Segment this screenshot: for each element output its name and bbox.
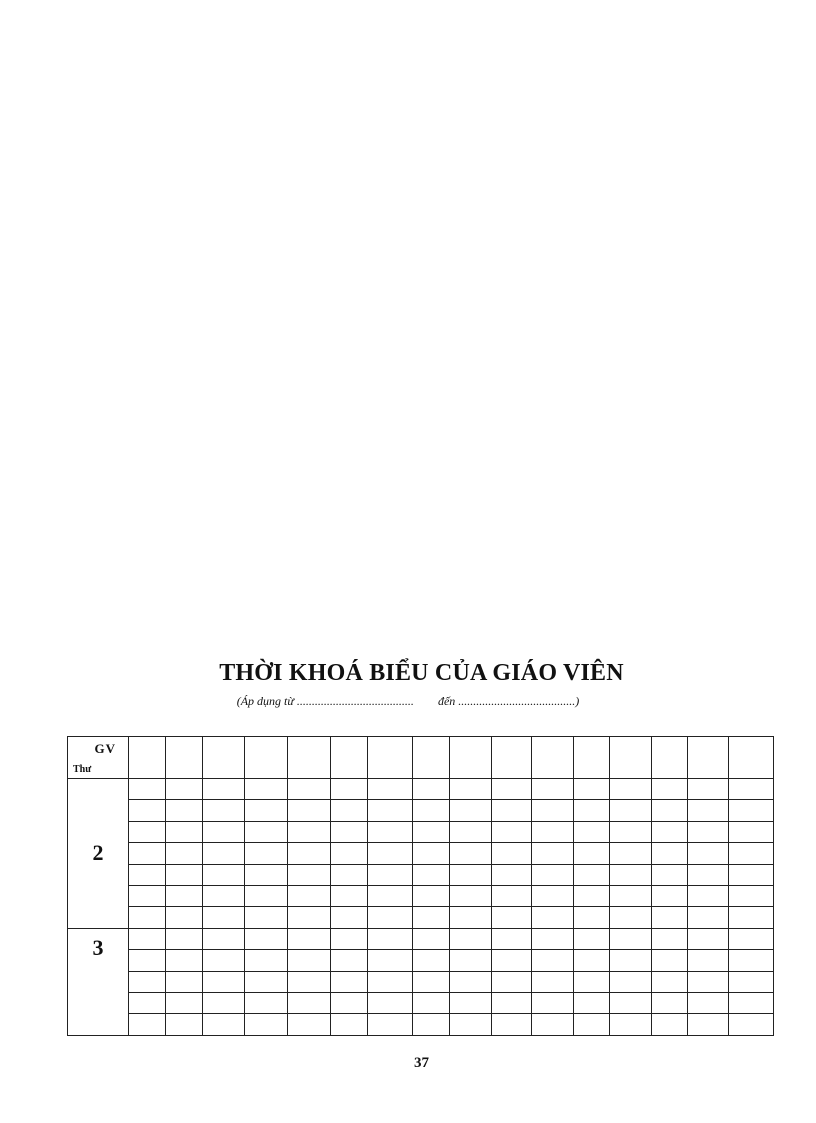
schedule-cell[interactable] (450, 778, 492, 799)
schedule-cell[interactable] (610, 950, 652, 971)
schedule-cell[interactable] (688, 971, 729, 992)
schedule-cell[interactable] (688, 950, 729, 971)
schedule-cell[interactable] (450, 971, 492, 992)
schedule-cell[interactable] (729, 821, 774, 842)
teacher-header-cell (129, 737, 166, 779)
schedule-cell[interactable] (413, 928, 450, 949)
schedule-cell[interactable] (203, 928, 245, 949)
schedule-cell[interactable] (203, 864, 245, 885)
schedule-cell[interactable] (532, 993, 574, 1014)
schedule-cell[interactable] (203, 907, 245, 928)
schedule-cell[interactable] (532, 907, 574, 928)
subtitle (0, 694, 816, 709)
schedule-cell[interactable] (129, 928, 166, 949)
schedule-cell[interactable] (413, 778, 450, 799)
schedule-cell[interactable] (729, 843, 774, 864)
schedule-cell[interactable] (729, 778, 774, 799)
schedule-cell[interactable] (652, 778, 688, 799)
schedule-cell[interactable] (166, 885, 203, 906)
schedule-cell[interactable] (129, 1014, 166, 1036)
schedule-cell[interactable] (610, 864, 652, 885)
header-thu-label: Thư (73, 763, 92, 775)
schedule-cell[interactable] (610, 821, 652, 842)
schedule-cell[interactable] (129, 971, 166, 992)
schedule-cell[interactable] (492, 971, 532, 992)
schedule-cell[interactable] (413, 907, 450, 928)
schedule-cell[interactable] (574, 993, 610, 1014)
schedule-cell[interactable] (729, 864, 774, 885)
schedule-cell[interactable] (331, 885, 368, 906)
schedule-cell[interactable] (413, 800, 450, 821)
schedule-cell[interactable] (610, 1014, 652, 1036)
schedule-cell[interactable] (288, 971, 331, 992)
schedule-cell[interactable] (652, 907, 688, 928)
table-row (68, 778, 774, 799)
table-row (68, 971, 774, 992)
schedule-cell[interactable] (610, 843, 652, 864)
schedule-cell[interactable] (166, 950, 203, 971)
schedule-cell[interactable] (129, 864, 166, 885)
schedule-cell[interactable] (288, 778, 331, 799)
schedule-cell[interactable] (129, 993, 166, 1014)
table-row (68, 928, 774, 949)
schedule-cell[interactable] (574, 971, 610, 992)
schedule-cell[interactable] (574, 907, 610, 928)
teacher-header-cell (532, 737, 574, 779)
schedule-cell[interactable] (368, 800, 413, 821)
schedule-cell[interactable] (688, 993, 729, 1014)
schedule-cell[interactable] (532, 800, 574, 821)
schedule-cell[interactable] (413, 885, 450, 906)
schedule-cell[interactable] (288, 843, 331, 864)
schedule-cell[interactable] (574, 928, 610, 949)
schedule-cell[interactable] (610, 971, 652, 992)
schedule-cell[interactable] (288, 950, 331, 971)
schedule-cell[interactable] (688, 843, 729, 864)
schedule-cell[interactable] (652, 950, 688, 971)
schedule-cell[interactable] (574, 1014, 610, 1036)
schedule-cell[interactable] (729, 800, 774, 821)
table-row (68, 864, 774, 885)
table-row (68, 843, 774, 864)
schedule-cell[interactable] (203, 778, 245, 799)
schedule-cell[interactable] (245, 821, 288, 842)
table-row (68, 800, 774, 821)
schedule-cell[interactable] (245, 950, 288, 971)
schedule-cell[interactable] (245, 885, 288, 906)
schedule-cell[interactable] (331, 778, 368, 799)
schedule-cell[interactable] (129, 778, 166, 799)
schedule-cell[interactable] (729, 928, 774, 949)
schedule-cell[interactable] (610, 928, 652, 949)
schedule-cell[interactable] (652, 928, 688, 949)
schedule-cell[interactable] (610, 993, 652, 1014)
schedule-cell[interactable] (203, 950, 245, 971)
schedule-cell[interactable] (245, 1014, 288, 1036)
schedule-cell[interactable] (574, 950, 610, 971)
schedule-cell[interactable] (413, 971, 450, 992)
schedule-cell[interactable] (492, 800, 532, 821)
schedule-cell[interactable] (166, 907, 203, 928)
schedule-cell[interactable] (574, 843, 610, 864)
table-row (68, 885, 774, 906)
schedule-cell[interactable] (129, 821, 166, 842)
teacher-header-cell (288, 737, 331, 779)
schedule-cell[interactable] (331, 928, 368, 949)
schedule-cell[interactable] (610, 907, 652, 928)
schedule-cell[interactable] (492, 928, 532, 949)
schedule-cell[interactable] (368, 864, 413, 885)
teacher-header-cell (203, 737, 245, 779)
schedule-cell[interactable] (166, 843, 203, 864)
schedule-cell[interactable] (450, 843, 492, 864)
schedule-cell[interactable] (368, 1014, 413, 1036)
schedule-cell[interactable] (532, 843, 574, 864)
schedule-cell[interactable] (331, 971, 368, 992)
day-cell: 2 (68, 778, 129, 928)
schedule-cell[interactable] (245, 843, 288, 864)
schedule-cell[interactable] (450, 864, 492, 885)
schedule-cell[interactable] (166, 928, 203, 949)
schedule-cell[interactable] (492, 907, 532, 928)
schedule-cell[interactable] (331, 950, 368, 971)
schedule-cell[interactable] (688, 907, 729, 928)
schedule-cell[interactable] (492, 885, 532, 906)
schedule-cell[interactable] (245, 864, 288, 885)
schedule-cell[interactable] (203, 800, 245, 821)
schedule-cell[interactable] (688, 821, 729, 842)
table-row (68, 950, 774, 971)
header-corner-cell (68, 737, 129, 779)
teacher-header-cell (574, 737, 610, 779)
schedule-cell[interactable] (129, 885, 166, 906)
schedule-cell[interactable] (532, 885, 574, 906)
schedule-cell[interactable] (129, 843, 166, 864)
schedule-cell[interactable] (574, 800, 610, 821)
teacher-header-cell (450, 737, 492, 779)
schedule-cell[interactable] (492, 843, 532, 864)
schedule-cell[interactable] (368, 907, 413, 928)
schedule-cell[interactable] (331, 800, 368, 821)
schedule-cell[interactable] (652, 971, 688, 992)
schedule-cell[interactable] (368, 821, 413, 842)
schedule-cell[interactable] (203, 1014, 245, 1036)
schedule-cell[interactable] (331, 1014, 368, 1036)
schedule-cell[interactable] (288, 993, 331, 1014)
schedule-cell[interactable] (203, 993, 245, 1014)
schedule-cell[interactable] (729, 1014, 774, 1036)
schedule-cell[interactable] (652, 821, 688, 842)
schedule-cell[interactable] (368, 843, 413, 864)
schedule-cell[interactable] (129, 950, 166, 971)
schedule-cell[interactable] (532, 821, 574, 842)
schedule-cell[interactable] (203, 821, 245, 842)
schedule-cell[interactable] (166, 821, 203, 842)
schedule-cell[interactable] (450, 1014, 492, 1036)
schedule-cell[interactable] (729, 907, 774, 928)
teacher-header-cell (492, 737, 532, 779)
schedule-cell[interactable] (574, 864, 610, 885)
schedule-cell[interactable] (245, 993, 288, 1014)
schedule-cell[interactable] (532, 1014, 574, 1036)
schedule-cell[interactable] (450, 907, 492, 928)
schedule-cell[interactable] (729, 993, 774, 1014)
schedule-cell[interactable] (166, 971, 203, 992)
schedule-cell[interactable] (574, 885, 610, 906)
schedule-cell[interactable] (166, 1014, 203, 1036)
schedule-cell[interactable] (288, 885, 331, 906)
page-number: 37 (414, 1055, 429, 1071)
schedule-cell[interactable] (166, 864, 203, 885)
day-cell: 3 (68, 928, 129, 1035)
teacher-header-cell (652, 737, 688, 779)
schedule-cell[interactable] (166, 800, 203, 821)
schedule-cell[interactable] (652, 800, 688, 821)
schedule-cell[interactable] (331, 864, 368, 885)
table-row (68, 993, 774, 1014)
teacher-header-cell (331, 737, 368, 779)
schedule-cell[interactable] (368, 778, 413, 799)
schedule-cell[interactable] (610, 800, 652, 821)
schedule-cell[interactable] (688, 864, 729, 885)
timetable-grid (67, 736, 774, 1036)
teacher-header-cell (688, 737, 729, 779)
schedule-cell[interactable] (368, 993, 413, 1014)
schedule-cell[interactable] (532, 778, 574, 799)
schedule-cell[interactable] (492, 821, 532, 842)
schedule-cell[interactable] (688, 778, 729, 799)
schedule-cell[interactable] (450, 885, 492, 906)
schedule-cell[interactable] (492, 778, 532, 799)
schedule-cell[interactable] (368, 928, 413, 949)
header-gv-label: GV (94, 741, 116, 756)
schedule-cell[interactable] (245, 928, 288, 949)
schedule-cell[interactable] (413, 843, 450, 864)
schedule-cell[interactable] (652, 885, 688, 906)
schedule-cell[interactable] (245, 800, 288, 821)
teacher-header-cell (610, 737, 652, 779)
schedule-cell[interactable] (652, 1014, 688, 1036)
schedule-cell[interactable] (129, 907, 166, 928)
schedule-cell[interactable] (331, 993, 368, 1014)
schedule-cell[interactable] (413, 993, 450, 1014)
schedule-cell[interactable] (450, 800, 492, 821)
page-title: THỜI KHOÁ BIỂU CỦA GIÁO VIÊN (219, 660, 624, 686)
teacher-header-cell (413, 737, 450, 779)
schedule-cell[interactable] (203, 971, 245, 992)
schedule-cell[interactable] (652, 864, 688, 885)
schedule-cell[interactable] (203, 843, 245, 864)
teacher-header-cell (166, 737, 203, 779)
schedule-cell[interactable] (729, 885, 774, 906)
schedule-cell[interactable] (450, 928, 492, 949)
schedule-cell[interactable] (166, 993, 203, 1014)
table-row (68, 821, 774, 842)
table-row (68, 907, 774, 928)
schedule-cell[interactable] (413, 950, 450, 971)
schedule-cell[interactable] (574, 778, 610, 799)
schedule-cell[interactable] (574, 821, 610, 842)
schedule-cell[interactable] (610, 778, 652, 799)
schedule-cell[interactable] (492, 1014, 532, 1036)
schedule-cell[interactable] (331, 907, 368, 928)
teacher-header-cell (245, 737, 288, 779)
schedule-cell[interactable] (245, 971, 288, 992)
schedule-cell[interactable] (413, 864, 450, 885)
schedule-cell[interactable] (652, 843, 688, 864)
schedule-cell[interactable] (203, 885, 245, 906)
schedule-cell[interactable] (729, 950, 774, 971)
header-row (68, 737, 774, 779)
schedule-cell[interactable] (492, 993, 532, 1014)
schedule-cell[interactable] (450, 950, 492, 971)
teacher-header-cell (368, 737, 413, 779)
schedule-cell[interactable] (166, 778, 203, 799)
schedule-cell[interactable] (450, 821, 492, 842)
schedule-cell[interactable] (532, 971, 574, 992)
schedule-cell[interactable] (492, 864, 532, 885)
schedule-cell[interactable] (368, 950, 413, 971)
schedule-cell[interactable] (245, 778, 288, 799)
schedule-cell[interactable] (288, 1014, 331, 1036)
schedule-cell[interactable] (245, 907, 288, 928)
schedule-cell[interactable] (688, 1014, 729, 1036)
schedule-cell[interactable] (331, 843, 368, 864)
schedule-cell[interactable] (288, 907, 331, 928)
teacher-header-cell (729, 737, 774, 779)
schedule-cell[interactable] (288, 928, 331, 949)
table-row (68, 1014, 774, 1036)
subtitle-from: (Áp dụng từ ....................................... (236, 694, 414, 708)
schedule-cell[interactable] (368, 971, 413, 992)
schedule-cell[interactable] (729, 971, 774, 992)
schedule-cell[interactable] (688, 800, 729, 821)
schedule-cell[interactable] (368, 885, 413, 906)
schedule-cell[interactable] (450, 993, 492, 1014)
schedule-cell[interactable] (288, 821, 331, 842)
schedule-cell[interactable] (288, 800, 331, 821)
subtitle-to: đến .......................................) (437, 694, 580, 708)
schedule-cell[interactable] (688, 928, 729, 949)
schedule-cell[interactable] (413, 1014, 450, 1036)
schedule-cell[interactable] (532, 864, 574, 885)
schedule-cell[interactable] (532, 950, 574, 971)
schedule-cell[interactable] (532, 928, 574, 949)
schedule-cell[interactable] (288, 864, 331, 885)
schedule-cell[interactable] (129, 800, 166, 821)
schedule-cell[interactable] (492, 950, 532, 971)
schedule-cell[interactable] (413, 821, 450, 842)
schedule-cell[interactable] (652, 993, 688, 1014)
schedule-cell[interactable] (688, 885, 729, 906)
schedule-cell[interactable] (610, 885, 652, 906)
schedule-cell[interactable] (331, 821, 368, 842)
